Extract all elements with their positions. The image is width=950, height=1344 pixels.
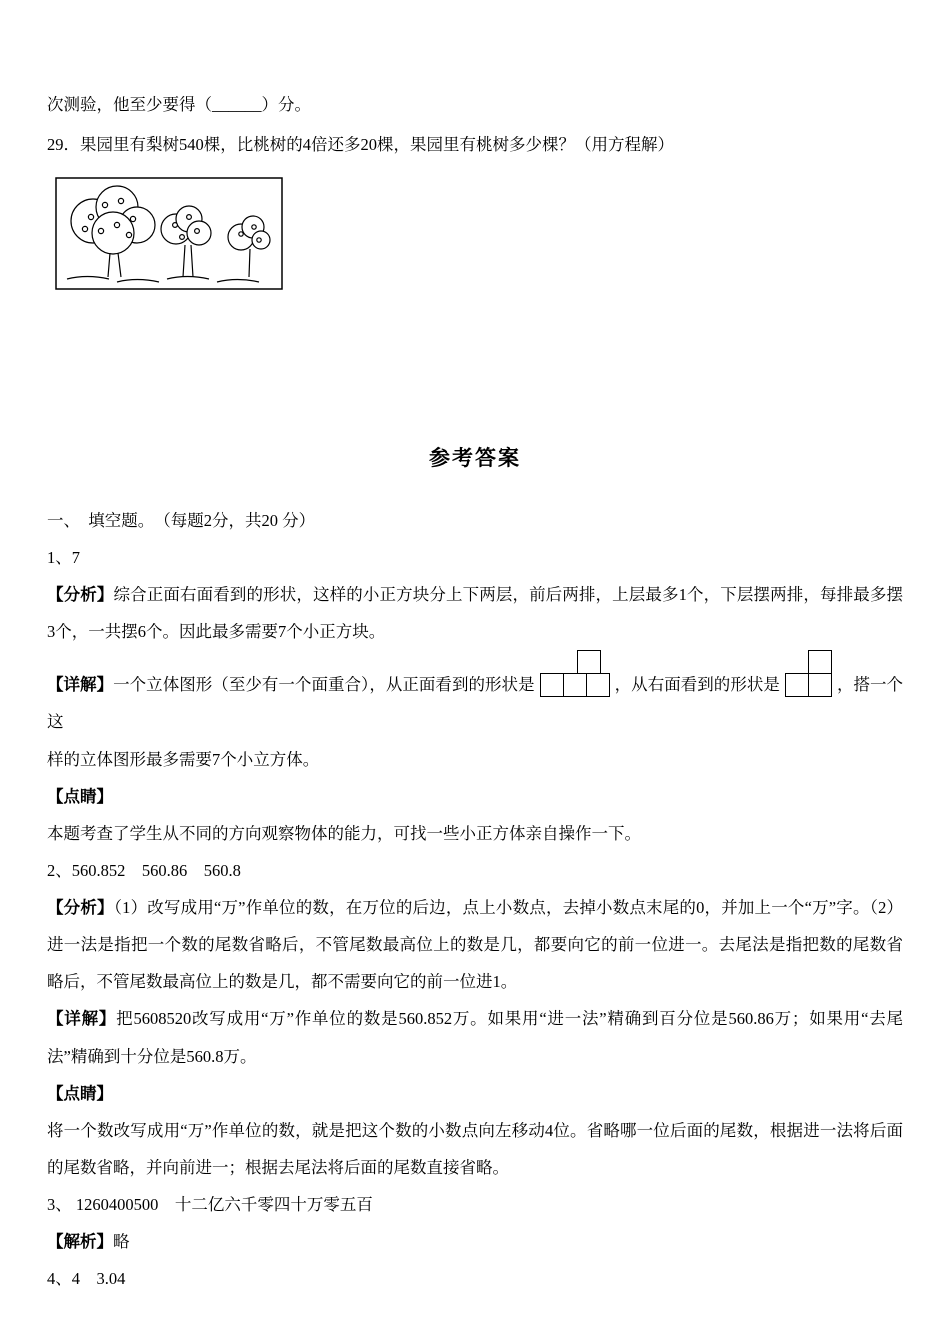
q2-tip-text: 将一个数改写成用“万”作单位的数，就是把这个数的小数点向左移动4位。省略哪一位后面的尾数，根据进一法将后面的尾数省略，并向前进一；根据去尾法将后面的尾数直接省略。 [47,1120,903,1177]
q2-answer: 2、560.852 560.86 560.8 [47,860,241,880]
analysis-label: 【分析】 [47,585,114,605]
q4-answer: 4、4 3.04 [47,1269,126,1289]
q2-detail [47,1000,903,1074]
q3-answer: 3、 1260400500 十二亿六千零四十万零五百 [47,1195,373,1215]
q3-solution-text: 略 [113,1232,130,1252]
question-29: 29．果园里有梨树540棵，比桃树的4倍还多20棵，果园里有桃树多少棵？（用方程解） [47,135,674,155]
q1-analysis-text: 综合正面右面看到的形状，这样的小正方块分上下两层，前后两排，上层最多1个，下层摆两排，每排最多摆3个，一共摆6个。因此最多需要7个小正方块。 [47,585,904,642]
detail-label: 【详解】 [47,675,114,695]
analysis-label: 【分析】 [47,898,114,918]
q1-detail-text-pre: 一个立体图形（至少有一个面重合），从正面看到的形状是 [113,675,535,695]
q3-solution [47,1223,903,1260]
detail-label: 【详解】 [47,1009,117,1029]
q1-tip-text: 本题考查了学生从不同的方向观察物体的能力，可找一些小正方体亲自操作一下。 [47,823,641,843]
front-view-diagram [540,650,610,697]
q2-analysis-text: （1）改写成用“万”作单位的数，在万位的后边，点上小数点，去掉小数点末尾的0，并加上一个“万”字。（2）进一法是指把一个数的尾数省略后，不管尾数最高位上的数是几，都要向它的前一位进一。去尾法是指把数的尾数省略后，不管尾数最高位上的数是几，都不需要向它的前一位进1。 [47,898,904,992]
q1-analysis [47,576,903,650]
orchard-trees-drawing [55,177,283,290]
q1-answer: 1、7 [47,547,80,567]
q2-analysis [47,889,903,1000]
q1-detail-text-tail: ，搭一个这 [47,675,904,732]
q1-tip-label: 【点睛】 [47,786,113,806]
orchard-illustration [55,177,903,290]
q1-detail [47,650,903,740]
answer-key-title: 参考答案 [429,446,521,471]
section-1-header: 一、 填空题。 （每题2分，共20 分） [47,510,316,530]
solution-label: 【解析】 [47,1232,113,1252]
q1-detail-text-mid: ，从右面看到的形状是 [614,675,780,695]
q1-detail-continuation: 样的立体图形最多需要7个小立方体。 [47,749,320,769]
question-28-continuation: 次测验，他至少要得（______）分。 [47,95,311,114]
q2-detail-text: 把5608520改写成用“万”作单位的数是560.852万。如果用“进一法”精确到百分位是560.86万；如果用“去尾法”精确到十分位是560.8万。 [47,1009,903,1066]
side-view-diagram [785,650,832,697]
q2-tip-label: 【点睛】 [47,1083,113,1103]
